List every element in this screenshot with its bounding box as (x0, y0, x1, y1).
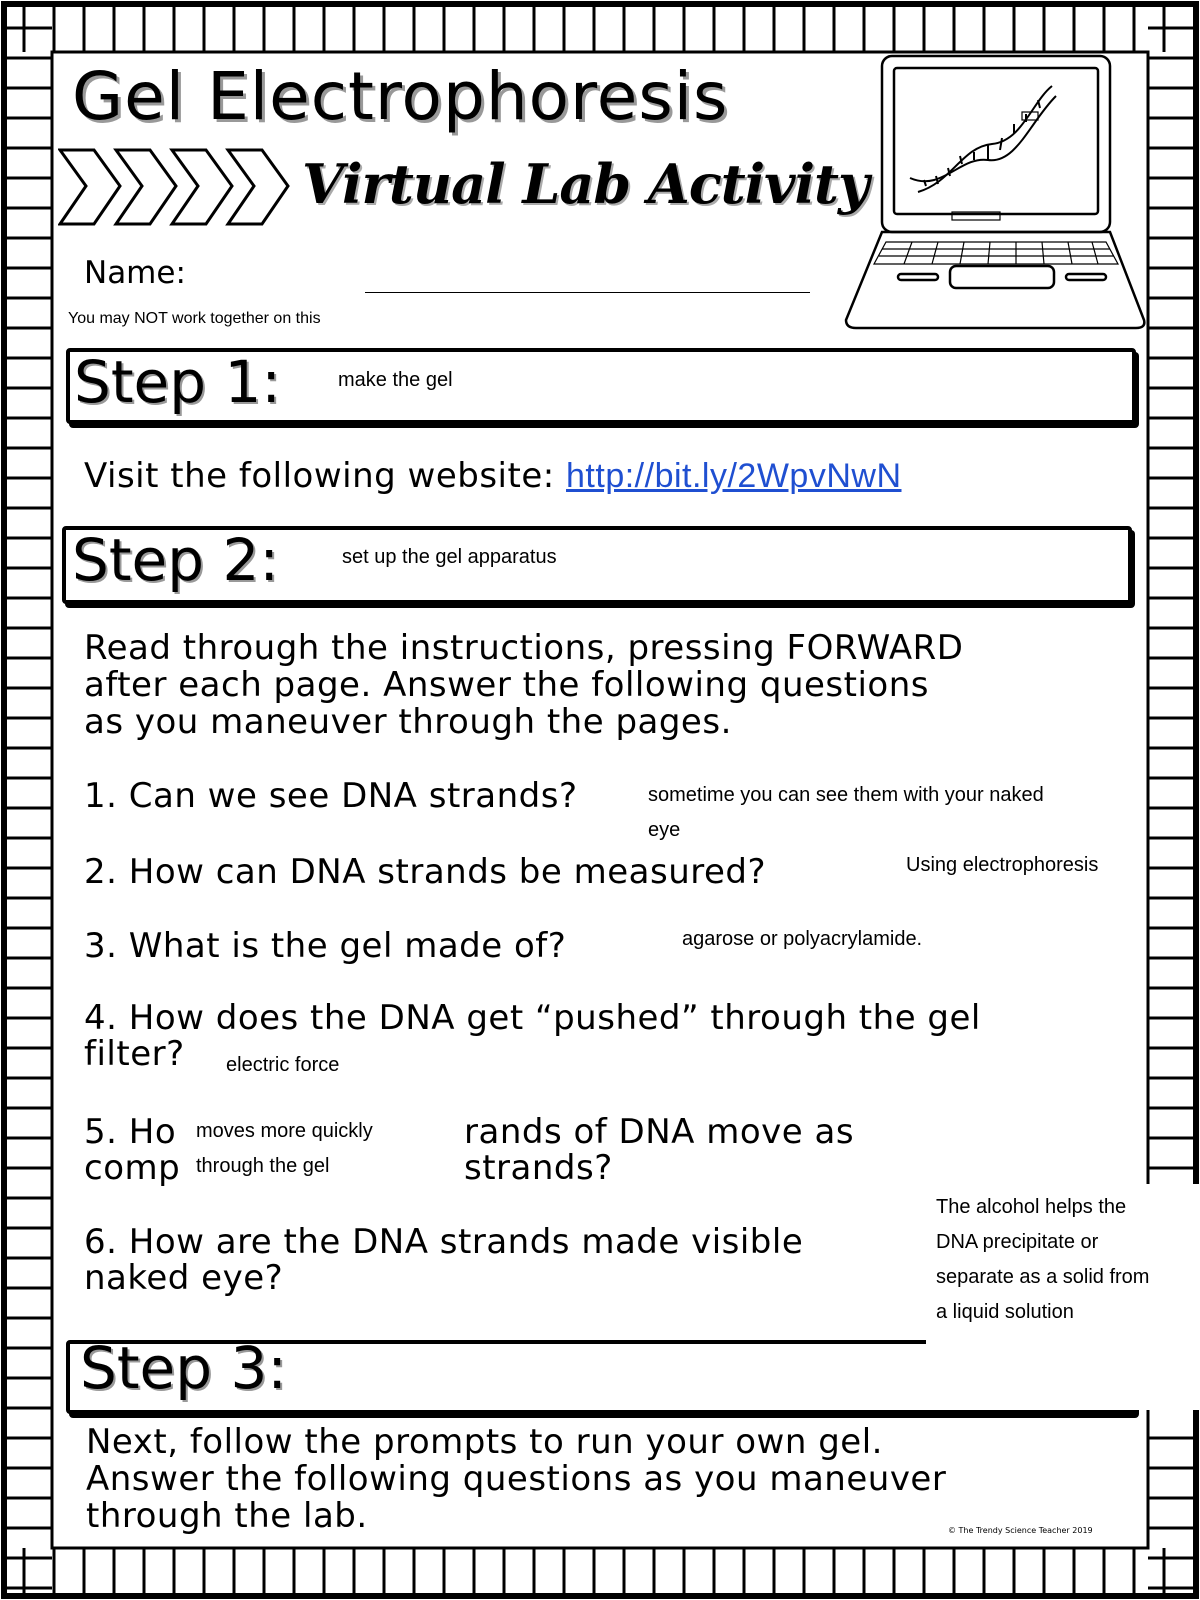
question-line: strands? (464, 1148, 613, 1188)
answer-line: eye (648, 819, 681, 841)
laptop-icon (842, 52, 1148, 342)
intro-line: as you maneuver through the pages. (84, 702, 732, 742)
question-line: naked eye? (84, 1258, 284, 1298)
answer-5[interactable] (196, 1114, 373, 1184)
question-line: 5. Ho (84, 1112, 177, 1152)
intro-line: after each page. Answer the following questions (84, 665, 929, 705)
chevron-arrows-icon (58, 148, 308, 228)
intro-line: Read through the instructions, pressing FORWARD (84, 628, 964, 668)
question-3: 3. What is the gel made of? (84, 926, 567, 966)
answer-line: agarose or polyacrylamide. (682, 928, 923, 950)
visit-label: Visit the following website: (84, 456, 555, 496)
copyright-text: © The Trendy Science Teacher 2019 (948, 1526, 1093, 1535)
step3-title: Step 3: (80, 1334, 287, 1402)
question-line: 4. How does the DNA get “pushed” through the gel (84, 998, 981, 1038)
name-label: Name: (84, 255, 186, 291)
answer-line: sometime you can see them with your naked (648, 784, 1044, 806)
question-line: 6. How are the DNA strands made visible (84, 1222, 804, 1262)
page-title: Gel Electrophoresis (72, 58, 729, 135)
answer-line: moves more quickly (196, 1120, 373, 1142)
answer-line: separate as a solid from (936, 1266, 1150, 1288)
question-line: rands of DNA move as (464, 1112, 855, 1152)
step2-note: set up the gel apparatus (342, 546, 557, 568)
question-1: 1. Can we see DNA strands? (84, 776, 578, 816)
dna-helix-icon (910, 86, 1056, 192)
question-4 (84, 998, 981, 1074)
intro-paragraph (84, 630, 963, 741)
page-subtitle: Virtual Lab Activity (302, 152, 869, 216)
visit-text (84, 458, 902, 495)
closing-line: through the lab. (86, 1496, 368, 1536)
answer-3[interactable] (682, 922, 922, 957)
answer-line: DNA precipitate or (936, 1231, 1099, 1253)
closing-paragraph (86, 1424, 946, 1535)
answer-line: through the gel (196, 1155, 330, 1177)
step1-title: Step 1: (74, 348, 281, 416)
question-6 (84, 1222, 803, 1298)
answer-line: The alcohol helps the (936, 1196, 1127, 1218)
answer-line: Using electrophoresis (906, 854, 1099, 876)
question-line: filter? (84, 1034, 185, 1074)
name-input-line[interactable] (365, 292, 810, 293)
answer-4[interactable] (226, 1048, 339, 1083)
answer-line: electric force (226, 1054, 340, 1076)
question-line: comp (84, 1148, 181, 1188)
instruction-note: You may NOT work together on this (68, 310, 321, 327)
answer-1[interactable] (648, 778, 1044, 848)
closing-line: Answer the following questions as you maneuver (86, 1459, 947, 1499)
visit-link[interactable]: http://bit.ly/2WpvNwN (566, 457, 902, 495)
answer-line: a liquid solution (936, 1301, 1074, 1323)
question-5 (84, 1112, 180, 1188)
closing-line: Next, follow the prompts to run your own gel. (86, 1422, 883, 1462)
answer-6[interactable] (936, 1190, 1149, 1330)
answer-2[interactable] (906, 848, 1098, 883)
question-5-continued (464, 1112, 854, 1188)
step2-title: Step 2: (72, 526, 279, 594)
question-2: 2. How can DNA strands be measured? (84, 852, 767, 892)
step1-note: make the gel (338, 369, 453, 391)
